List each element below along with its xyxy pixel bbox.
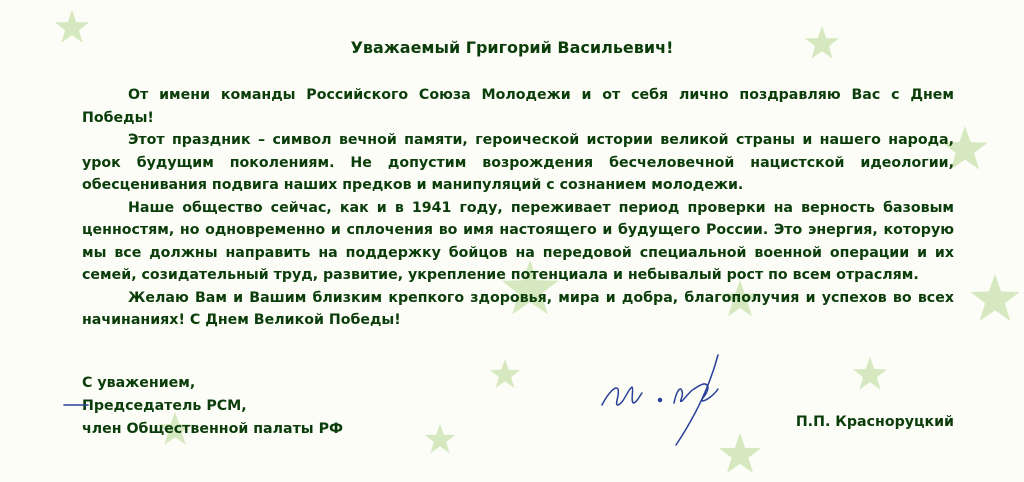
handwritten-signature: [590, 345, 740, 455]
closing-membership: член Общественной палаты РФ: [82, 421, 344, 437]
closing-block: [82, 372, 343, 441]
closing-title: Председатель РСМ,: [82, 398, 247, 414]
ink-dash: [62, 402, 92, 408]
paragraph-congratulation: От имени команды Российского Союза Молодежи и от себя лично поздравляю Вас с Днем Победы!: [82, 87, 954, 126]
signer-name: П.П. Красноруцкий: [795, 414, 954, 430]
paragraph-wishes: Желаю Вам и Вашим близким крепкого здоровья, мира и добра, благополучия и успехов во всех начинаниях! С Днем Великой Победы!: [82, 289, 954, 328]
closing-regards: С уважением,: [82, 375, 196, 391]
letter-body: [82, 84, 954, 332]
paragraph-holiday: Этот праздник – символ вечной памяти, героической истории великой страны и нашего народа, урок будущим поколениям. Не допустим возрождения бесчеловечной нацистской идеологии, обесценивания подвига наших предков и манипуляций с сознанием молодежи.: [82, 132, 954, 193]
paragraph-society: Наше общество сейчас, как и в 1941 году, переживает период проверки на верность базовым ценностям, но одновременно и сплочения во имя настоящего и будущего России. Это энергия, которую мы все должны направить на поддержку бойцов на передовой специальной военной операции и их семей, созидательный труд, развитие, укрепление потенциала и небывалый рост по всем отраслям.: [82, 199, 954, 283]
greeting: Уважаемый Григорий Васильевич!: [350, 38, 674, 57]
